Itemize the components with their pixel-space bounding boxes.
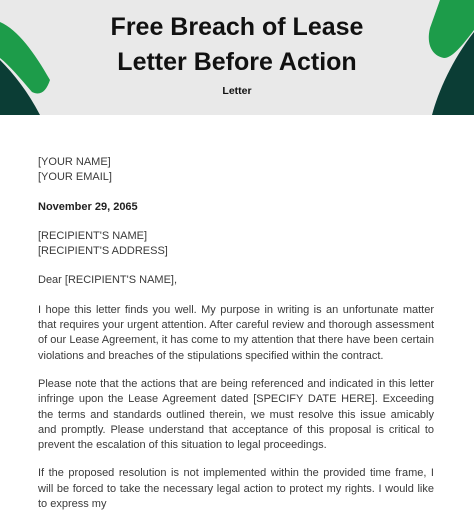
recipient-address: [RECIPIENT'S ADDRESS] [38,245,168,258]
letter-body [38,155,434,525]
salutation: Dear [RECIPIENT'S NAME], [38,274,178,287]
sender-name: [YOUR NAME] [38,156,111,168]
letter-date: November 29, 2065 [38,200,138,213]
paragraph-2: Please note that the actions that are being referenced and indicated in this letter infringe upon the Lease Agreement dated [SPECIFY DATE HERE]. Exceeding the terms and standards outlined therein, we must resolve this issue amicably and promptly. Please understand that acceptance of this proposal is critical to prevent the escalation of this situation to legal proceedings. [38,377,434,452]
title-line-2: Letter Before Action [117,48,357,76]
subtitle: Letter [222,85,252,97]
paragraph-1: I hope this letter finds you well. My purpose in writing is an unfortunate matter that requires your urgent attention. After careful review and thorough assessment of our Lease Agreement, it has come to my attention that there have been certain violations and breaches of the stipulations specified within the contract. [38,303,434,362]
title-line-1: Free Breach of Lease [110,13,364,41]
paragraph-3: If the proposed resolution is not implemented within the provided time frame, I will be forced to take the necessary legal action to protect my rights. I would like to express my [38,467,434,511]
recipient-name: [RECIPIENT'S NAME] [38,229,148,242]
sender-email: [YOUR EMAIL] [38,171,112,184]
header-banner [0,0,474,115]
